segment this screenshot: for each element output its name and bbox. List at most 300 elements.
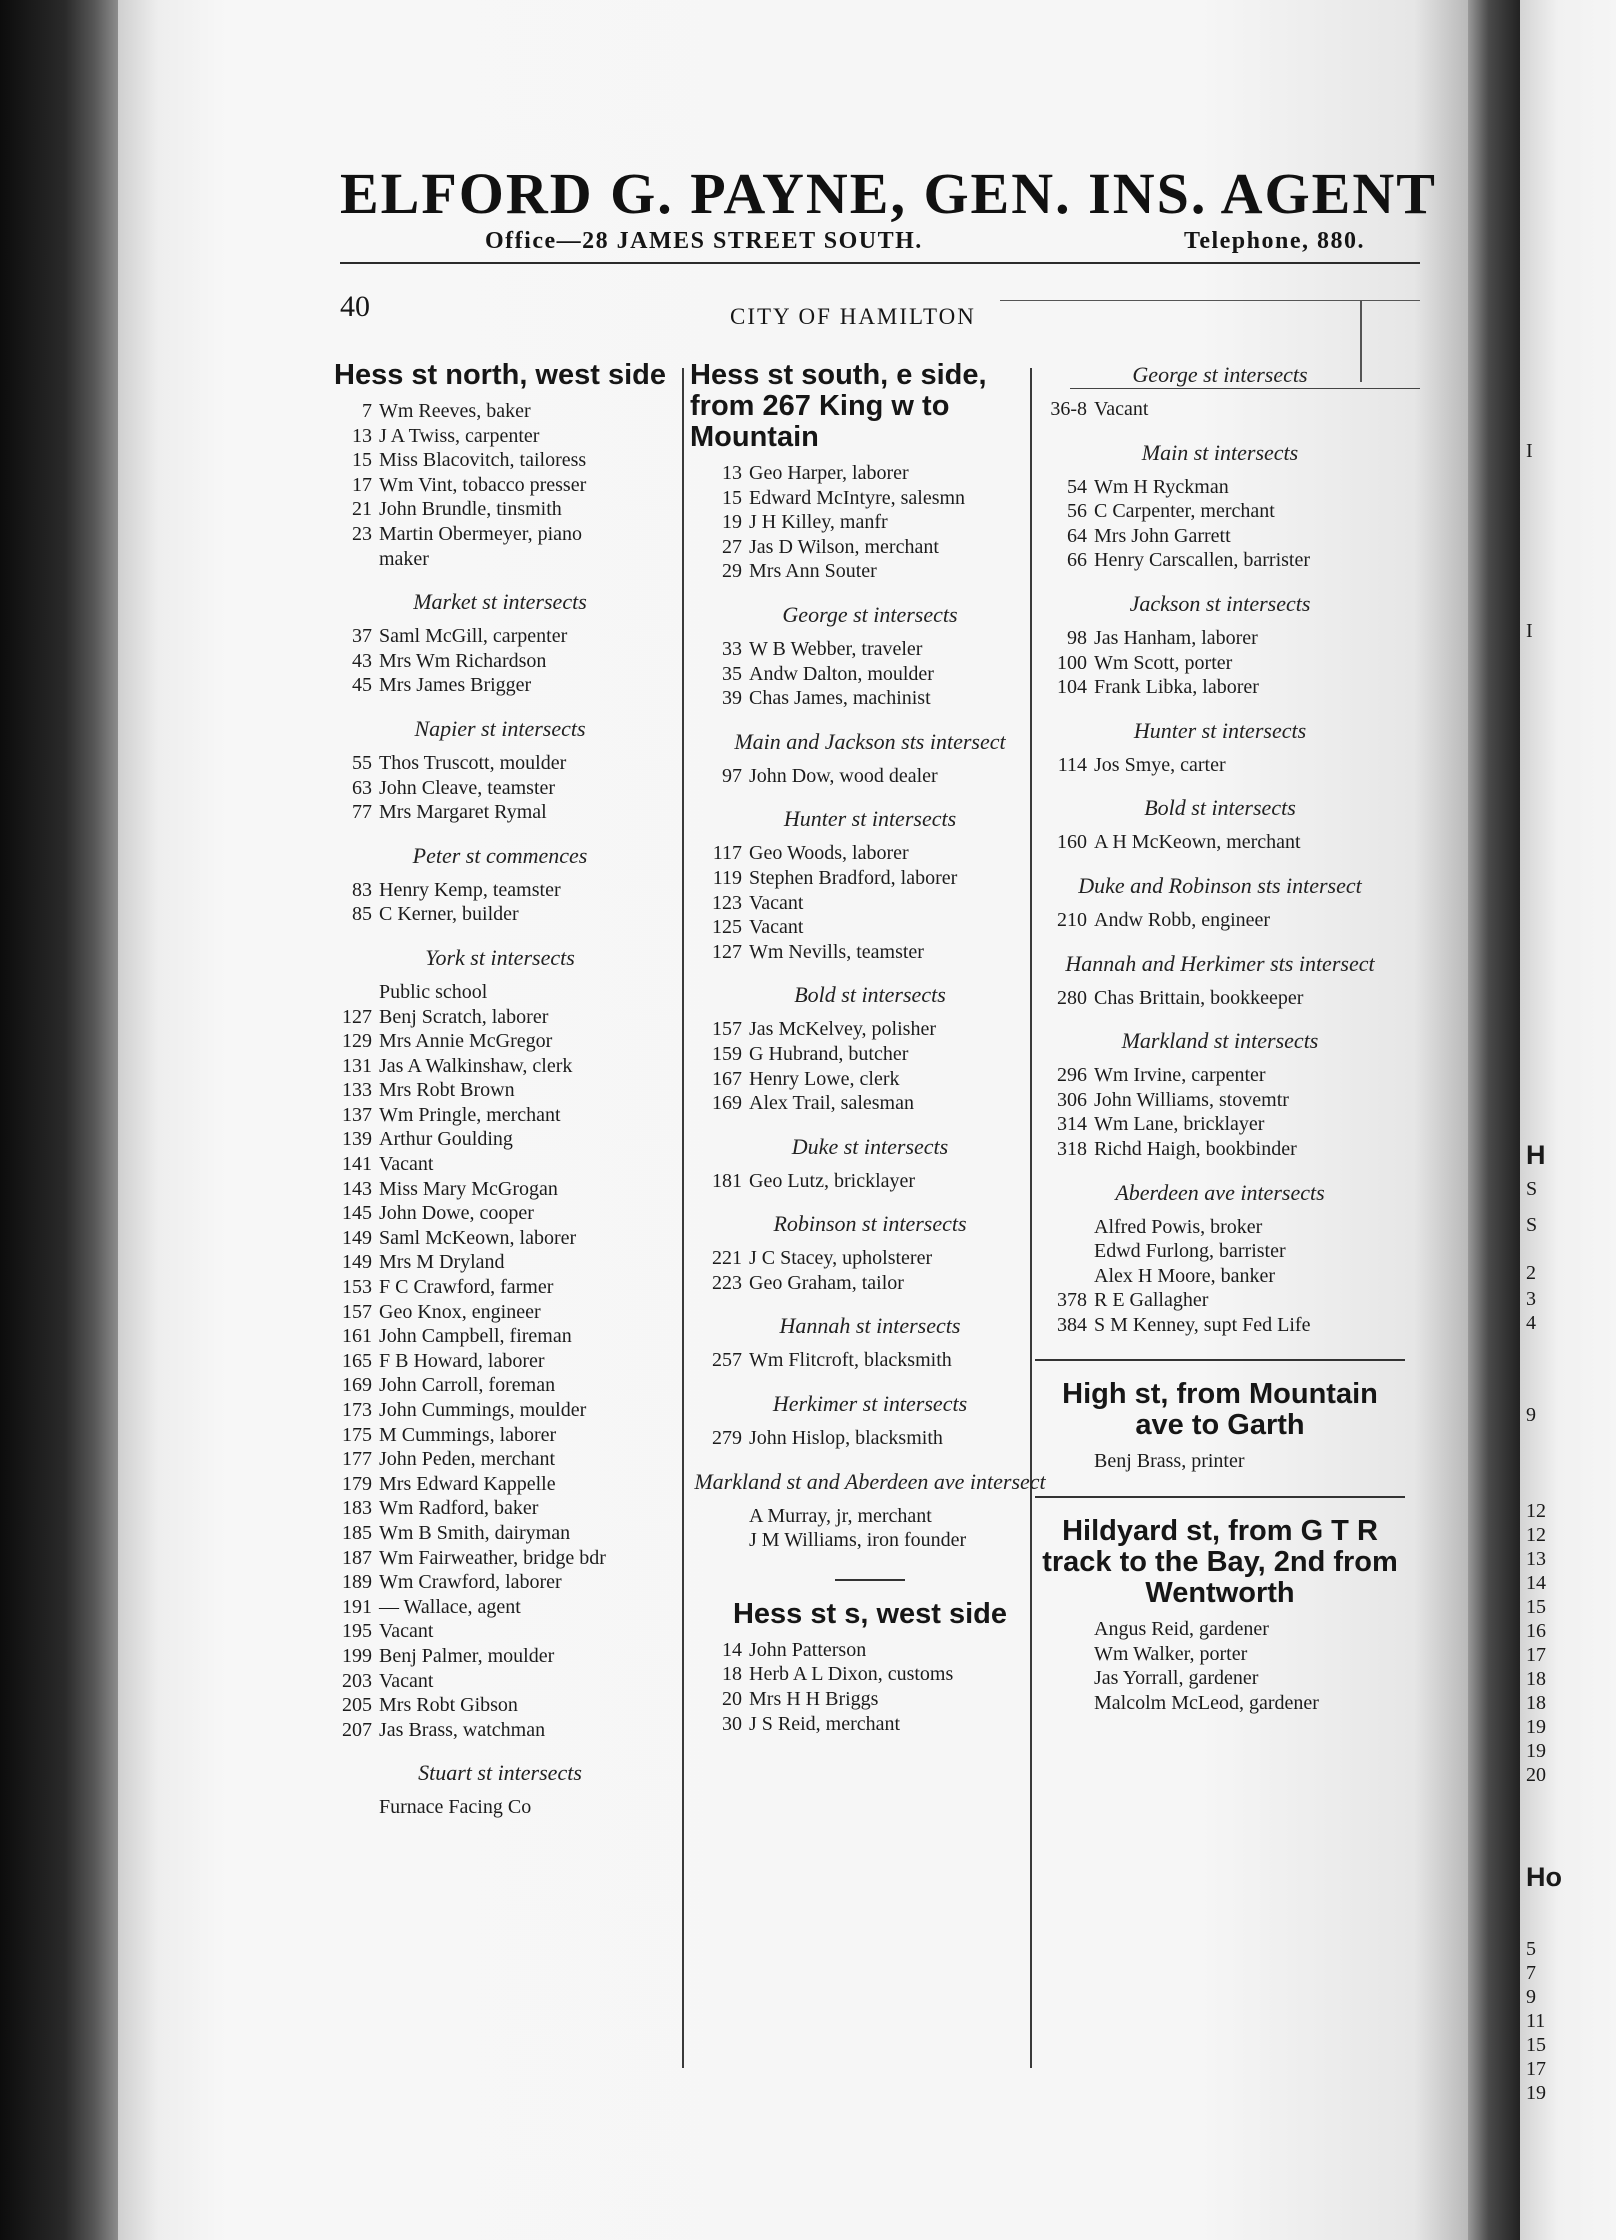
facing-page-text: 17	[1526, 1644, 1546, 1666]
resident-name: Mrs Annie McGregor	[379, 1030, 553, 1053]
resident-name: Arthur Goulding	[379, 1128, 513, 1151]
resident-name: Miss Mary McGrogan	[379, 1177, 558, 1200]
resident-name: Wm Pringle, merchant	[379, 1103, 561, 1126]
facing-page-text: 7	[1526, 1962, 1536, 1984]
column-divider-1	[682, 368, 684, 2068]
street-heading: Hess st north, west side	[334, 359, 666, 391]
directory-entry	[320, 1472, 680, 1497]
directory-entry	[320, 624, 680, 649]
directory-entry	[320, 1152, 680, 1177]
directory-entry	[320, 1398, 680, 1423]
house-number: 33	[722, 637, 742, 660]
directory-entry	[1035, 1313, 1405, 1338]
house-number: 141	[342, 1153, 372, 1176]
house-number: 169	[712, 1092, 742, 1115]
house-number	[1035, 1239, 1094, 1264]
resident-name: Vacant	[749, 891, 804, 914]
directory-entry	[1035, 1264, 1405, 1289]
house-number: 378	[1057, 1289, 1087, 1312]
directory-entry	[690, 940, 1050, 965]
resident-name: F B Howard, laborer	[379, 1349, 545, 1372]
directory-entry	[690, 486, 1050, 511]
resident-name: Wm Radford, baker	[379, 1497, 539, 1520]
resident-name: Richd Haigh, bookbinder	[1094, 1137, 1297, 1160]
directory-entry	[1035, 830, 1405, 855]
house-number: 29	[722, 560, 742, 583]
intersection-note: Aberdeen ave intersects	[1115, 1179, 1325, 1205]
intersection-note: Peter st commences	[412, 842, 588, 868]
house-number: 153	[342, 1276, 372, 1299]
directory-entry	[320, 547, 680, 572]
entry-list	[690, 461, 1050, 584]
house-number: 185	[342, 1521, 372, 1544]
entry-list	[1035, 1617, 1405, 1715]
directory-entry	[320, 776, 680, 801]
resident-name: Chas James, machinist	[749, 687, 931, 710]
house-number	[320, 1795, 379, 1820]
resident-name: Stephen Bradford, laborer	[749, 866, 958, 889]
house-number: 199	[342, 1644, 372, 1667]
directory-entry	[320, 673, 680, 698]
house-number: 183	[342, 1497, 372, 1520]
resident-name: Vacant	[379, 1620, 434, 1643]
house-number: 187	[342, 1546, 372, 1569]
facing-page-text: 12	[1526, 1500, 1546, 1522]
directory-entry	[1035, 1112, 1405, 1137]
directory-entry	[690, 1246, 1050, 1271]
directory-entry	[1035, 986, 1405, 1011]
resident-name: John Brundle, tinsmith	[379, 498, 562, 521]
resident-name: Jas Brass, watchman	[379, 1718, 546, 1741]
directory-entry	[690, 535, 1050, 560]
facing-page-text: 2	[1526, 1262, 1536, 1284]
house-number: 127	[712, 940, 742, 963]
book-gutter	[1468, 0, 1520, 2240]
resident-name: John Cleave, teamster	[379, 776, 556, 799]
header-rule	[1000, 300, 1420, 301]
resident-name: Wm H Ryckman	[1094, 475, 1229, 498]
facing-page-text: I	[1526, 620, 1533, 642]
section-rule	[1035, 1359, 1405, 1361]
entry-list	[1035, 475, 1405, 573]
resident-name: Wm Scott, porter	[1094, 651, 1233, 674]
house-number: 159	[712, 1042, 742, 1065]
directory-entry	[320, 473, 680, 498]
directory-entry	[690, 841, 1050, 866]
house-number: 97	[722, 764, 742, 787]
house-number: 55	[352, 751, 372, 774]
advertiser-subline	[485, 228, 1365, 255]
house-number: 7	[362, 400, 372, 422]
house-number: 157	[342, 1300, 372, 1323]
directory-entry	[1035, 908, 1405, 933]
house-number: 19	[722, 511, 742, 534]
house-number: 64	[1067, 524, 1087, 547]
intersection-note: Market st intersects	[413, 589, 587, 615]
house-number	[1035, 1642, 1094, 1667]
house-number: 149	[342, 1251, 372, 1274]
house-number: 27	[722, 535, 742, 558]
directory-entry	[320, 1570, 680, 1595]
facing-page-text: 18	[1526, 1668, 1546, 1690]
directory-entry	[320, 399, 680, 424]
resident-name: Mrs John Garrett	[1094, 524, 1231, 547]
directory-entry	[690, 1091, 1050, 1116]
facing-page-text: 9	[1526, 1986, 1536, 2008]
resident-name: John Patterson	[749, 1638, 867, 1661]
house-number	[1035, 1617, 1094, 1642]
resident-name: A Murray, jr, merchant	[749, 1504, 932, 1527]
facing-page-text: 4	[1526, 1312, 1536, 1334]
directory-entry	[320, 1078, 680, 1103]
directory-entry	[690, 891, 1050, 916]
house-number: 179	[342, 1472, 372, 1495]
section-rule	[835, 1579, 905, 1581]
street-heading: High st, from Mountain ave to Garth	[1062, 1378, 1378, 1442]
house-number: 384	[1057, 1313, 1087, 1336]
resident-name: Mrs Edward Kappelle	[379, 1472, 556, 1495]
house-number	[690, 1504, 749, 1529]
facing-page-text: 12	[1526, 1524, 1546, 1546]
directory-entry	[1035, 1617, 1405, 1642]
directory-entry	[1035, 1215, 1405, 1240]
house-number: 133	[342, 1079, 372, 1102]
directory-entry	[320, 1177, 680, 1202]
entry-list	[1035, 986, 1405, 1011]
resident-name: Chas Brittain, bookkeeper	[1094, 986, 1304, 1009]
resident-name: Miss Blacovitch, tailoress	[379, 449, 587, 472]
resident-name: J A Twiss, carpenter	[379, 424, 540, 447]
house-number: 18	[722, 1663, 742, 1686]
house-number: 77	[352, 801, 372, 824]
resident-name: Mrs Ann Souter	[749, 560, 877, 583]
resident-name: Vacant	[379, 1153, 434, 1176]
house-number: 123	[712, 891, 742, 914]
entry-list	[1035, 1063, 1405, 1161]
resident-name: J C Stacey, upholsterer	[749, 1247, 933, 1270]
resident-name: Martin Obermeyer, piano	[379, 522, 583, 545]
house-number	[1035, 1264, 1094, 1289]
directory-entry	[320, 1103, 680, 1128]
house-number: 223	[712, 1271, 742, 1294]
resident-name: Herb A L Dixon, customs	[749, 1663, 954, 1686]
intersection-note: Jackson st intersects	[1129, 590, 1311, 616]
house-number: 36-8	[1050, 398, 1087, 420]
resident-name: C Carpenter, merchant	[1094, 500, 1275, 523]
facing-page-text: 17	[1526, 2058, 1546, 2080]
resident-name: Mrs M Dryland	[379, 1251, 505, 1274]
resident-name: Wm Flitcroft, blacksmith	[749, 1349, 952, 1372]
resident-name: Vacant	[1094, 398, 1149, 420]
intersection-note: Hunter st intersects	[1133, 717, 1307, 743]
intersection-note: Napier st intersects	[414, 715, 586, 741]
intersection-note: Robinson st intersects	[773, 1211, 967, 1237]
resident-name: Wm Nevills, teamster	[749, 940, 924, 963]
house-number: 173	[342, 1399, 372, 1421]
resident-name: Mrs Robt Brown	[379, 1079, 515, 1102]
resident-name: Jos Smye, carter	[1094, 753, 1226, 776]
resident-name: Andw Dalton, moulder	[749, 662, 934, 685]
house-number: 14	[722, 1638, 742, 1661]
entry-list	[1035, 397, 1405, 422]
facing-page-text: 19	[1526, 1716, 1546, 1738]
intersection-note: George st intersects	[782, 601, 958, 627]
facing-page-text: 9	[1526, 1404, 1536, 1426]
directory-entry	[690, 510, 1050, 535]
directory-entry	[1035, 1691, 1405, 1716]
resident-name: Saml McKeown, laborer	[379, 1226, 577, 1249]
house-number: 39	[722, 687, 742, 710]
house-number: 280	[1057, 986, 1087, 1009]
facing-page-text: H	[1526, 1140, 1546, 1170]
directory-entry	[320, 1423, 680, 1448]
resident-name: F C Crawford, farmer	[379, 1276, 554, 1299]
directory-entry	[690, 1169, 1050, 1194]
resident-name: Public school	[379, 980, 488, 1003]
facing-page-text: 11	[1526, 2010, 1546, 2032]
house-number: 100	[1057, 651, 1087, 674]
resident-name: Jas A Walkinshaw, clerk	[379, 1054, 573, 1077]
house-number	[320, 980, 379, 1005]
resident-name: Benj Palmer, moulder	[379, 1644, 555, 1667]
house-number: 169	[342, 1374, 372, 1397]
directory-entry	[320, 1054, 680, 1079]
entry-list	[690, 1169, 1050, 1194]
directory-entry	[320, 1795, 680, 1820]
directory-entry	[690, 1687, 1050, 1712]
directory-entry	[1035, 548, 1405, 573]
resident-name: Alex H Moore, banker	[1094, 1264, 1276, 1287]
facing-page-text: I	[1526, 440, 1533, 462]
entry-list	[690, 637, 1050, 711]
directory-entry	[690, 1528, 1050, 1553]
resident-name: R E Gallagher	[1094, 1289, 1209, 1312]
house-number: 35	[722, 662, 742, 685]
house-number: 23	[352, 522, 372, 545]
resident-name: Malcolm McLeod, gardener	[1094, 1691, 1319, 1714]
directory-entry	[320, 1496, 680, 1521]
house-number: 181	[712, 1169, 742, 1192]
directory-entry	[690, 1348, 1050, 1373]
house-number: 98	[1067, 626, 1087, 649]
directory-entry	[320, 1546, 680, 1571]
house-number: 63	[352, 776, 372, 799]
resident-name: John Hislop, blacksmith	[749, 1427, 943, 1450]
resident-name: John Williams, stovemtr	[1094, 1088, 1289, 1111]
directory-entry	[320, 1324, 680, 1349]
resident-name: Vacant	[749, 916, 804, 939]
resident-name: Jas Yorrall, gardener	[1094, 1667, 1259, 1690]
resident-name: Geo Woods, laborer	[749, 842, 909, 865]
directory-entry	[690, 662, 1050, 687]
entry-list	[690, 1246, 1050, 1295]
intersection-note: Bold st intersects	[1144, 795, 1296, 821]
page-number: 40	[340, 290, 370, 323]
intersection-note: Stuart st intersects	[418, 1760, 582, 1786]
directory-entry	[320, 1275, 680, 1300]
resident-name: Mrs H H Briggs	[749, 1688, 879, 1711]
directory-entry	[690, 764, 1050, 789]
entry-list	[1035, 830, 1405, 855]
house-number: 129	[342, 1030, 372, 1053]
resident-name: Thos Truscott, moulder	[379, 751, 567, 774]
directory-entry	[1035, 753, 1405, 778]
resident-name: Henry Kemp, teamster	[379, 878, 561, 901]
directory-entry	[320, 448, 680, 473]
resident-name: Henry Carscallen, barrister	[1094, 549, 1311, 572]
directory-entry	[320, 1619, 680, 1644]
resident-name: Edwd Furlong, barrister	[1094, 1240, 1286, 1263]
resident-name: Wm Irvine, carpenter	[1094, 1064, 1266, 1087]
facing-page-text: 3	[1526, 1288, 1536, 1310]
facing-page-text: 15	[1526, 1596, 1546, 1618]
directory-entry	[1035, 524, 1405, 549]
advertiser-telephone: Telephone, 880.	[1184, 228, 1365, 254]
house-number	[1035, 1666, 1094, 1691]
directory-entry	[320, 1029, 680, 1054]
resident-name: John Carroll, foreman	[379, 1374, 556, 1397]
directory-entry	[1035, 1642, 1405, 1667]
facing-page-text: 5	[1526, 1938, 1536, 1960]
intersection-note: Main and Jackson sts intersect	[734, 728, 1006, 754]
house-number: 66	[1067, 549, 1087, 572]
resident-name: Benj Brass, printer	[1094, 1450, 1245, 1473]
directory-entry	[1035, 499, 1405, 524]
house-number: 139	[342, 1128, 372, 1151]
directory-entry	[1035, 397, 1405, 422]
intersection-note: Herkimer st intersects	[772, 1391, 968, 1417]
directory-entry	[320, 1201, 680, 1226]
house-number: 15	[352, 449, 372, 472]
directory-entry	[320, 522, 680, 547]
facing-page-text: 19	[1526, 1740, 1546, 1762]
house-number: 13	[722, 462, 742, 484]
facing-page-text: 15	[1526, 2034, 1546, 2056]
entry-list	[320, 1795, 680, 1820]
house-number: 314	[1057, 1113, 1087, 1136]
resident-name: Andw Robb, engineer	[1094, 908, 1271, 931]
house-number	[1035, 1215, 1094, 1240]
directory-entry	[690, 1662, 1050, 1687]
house-number: 45	[352, 674, 372, 697]
directory-entry	[320, 1669, 680, 1694]
house-number: 165	[342, 1349, 372, 1372]
running-head: CITY OF HAMILTON	[730, 304, 976, 329]
directory-entry	[690, 1017, 1050, 1042]
directory-entry	[1035, 1063, 1405, 1088]
directory-entry	[320, 1349, 680, 1374]
resident-name: Angus Reid, gardener	[1094, 1618, 1269, 1641]
resident-name: Wm Crawford, laborer	[379, 1571, 562, 1594]
resident-name: Wm Reeves, baker	[379, 400, 531, 422]
resident-name: John Campbell, fireman	[379, 1325, 572, 1348]
directory-entry	[320, 1005, 680, 1030]
house-number: 125	[712, 916, 742, 939]
house-number: 127	[342, 1005, 372, 1028]
directory-entry	[690, 637, 1050, 662]
intersection-note: Duke and Robinson sts intersect	[1078, 872, 1362, 898]
resident-name: Mrs Margaret Rymal	[379, 801, 547, 824]
resident-name: Geo Lutz, bricklayer	[749, 1169, 916, 1192]
directory-entry	[320, 1226, 680, 1251]
resident-name: Alfred Powis, broker	[1094, 1215, 1263, 1238]
advertiser-banner: ELFORD G. PAYNE, GEN. INS. AGENT	[340, 161, 1437, 226]
facing-page-text: S	[1526, 1178, 1538, 1200]
intersection-note: Bold st intersects	[794, 982, 946, 1008]
house-number: 21	[352, 498, 372, 521]
resident-name: W B Webber, traveler	[749, 637, 923, 660]
facing-page-text: Ho	[1526, 1862, 1562, 1892]
directory-entry	[320, 497, 680, 522]
house-number: 17	[352, 473, 372, 496]
directory-entry	[690, 915, 1050, 940]
street-heading: Hess st south, e side, from 267 King w to Mountain	[690, 359, 987, 453]
house-number	[1035, 1449, 1094, 1474]
house-number: 104	[1057, 676, 1087, 699]
house-number: 145	[342, 1202, 372, 1225]
directory-entry	[320, 751, 680, 776]
resident-name: Edward McIntyre, salesmn	[749, 486, 966, 509]
directory-entry	[320, 1300, 680, 1325]
house-number: 149	[342, 1226, 372, 1249]
facing-page-text: 20	[1526, 1764, 1546, 1786]
directory-entry	[1035, 1137, 1405, 1162]
street-heading: Hess st s, west side	[732, 1597, 1008, 1630]
directory-entry	[1035, 1239, 1405, 1264]
resident-name: — Wallace, agent	[379, 1595, 521, 1618]
resident-name: John Cummings, moulder	[379, 1399, 587, 1421]
entry-list	[690, 1504, 1050, 1553]
resident-name: Mrs Robt Gibson	[379, 1694, 518, 1717]
house-number	[1035, 1691, 1094, 1716]
entry-list	[690, 1348, 1050, 1373]
facing-page-text: 18	[1526, 1692, 1546, 1714]
directory-entry	[320, 1250, 680, 1275]
resident-name: C Kerner, builder	[379, 903, 519, 926]
directory-entry	[320, 1595, 680, 1620]
entry-list	[690, 841, 1050, 964]
resident-name: Wm Walker, porter	[1094, 1642, 1248, 1665]
directory-entry	[690, 559, 1050, 584]
house-number: 15	[722, 486, 742, 509]
house-number: 257	[712, 1349, 742, 1372]
directory-entry	[1035, 651, 1405, 676]
entry-list	[1035, 908, 1405, 933]
house-number: 203	[342, 1669, 372, 1692]
directory-entry	[690, 1271, 1050, 1296]
house-number: 221	[712, 1247, 742, 1270]
house-number: 13	[352, 424, 372, 447]
directory-entry	[690, 461, 1050, 486]
resident-name: Wm B Smith, dairyman	[379, 1521, 571, 1544]
resident-name: J H Killey, manfr	[749, 511, 888, 534]
resident-name: Furnace Facing Co	[379, 1796, 532, 1819]
directory-entry	[320, 980, 680, 1005]
house-number: 117	[712, 842, 742, 865]
directory-entry	[320, 1127, 680, 1152]
directory-entry	[320, 649, 680, 674]
facing-page-text: S	[1526, 1214, 1538, 1236]
directory-entry	[1035, 626, 1405, 651]
house-number: 43	[352, 649, 372, 672]
resident-name: Wm Fairweather, bridge bdr	[379, 1546, 606, 1569]
house-number: 207	[342, 1718, 372, 1741]
entry-list	[690, 764, 1050, 789]
entry-list	[1035, 753, 1405, 778]
resident-name: maker	[379, 547, 429, 570]
house-number: 131	[342, 1054, 372, 1077]
house-number: 205	[342, 1694, 372, 1717]
